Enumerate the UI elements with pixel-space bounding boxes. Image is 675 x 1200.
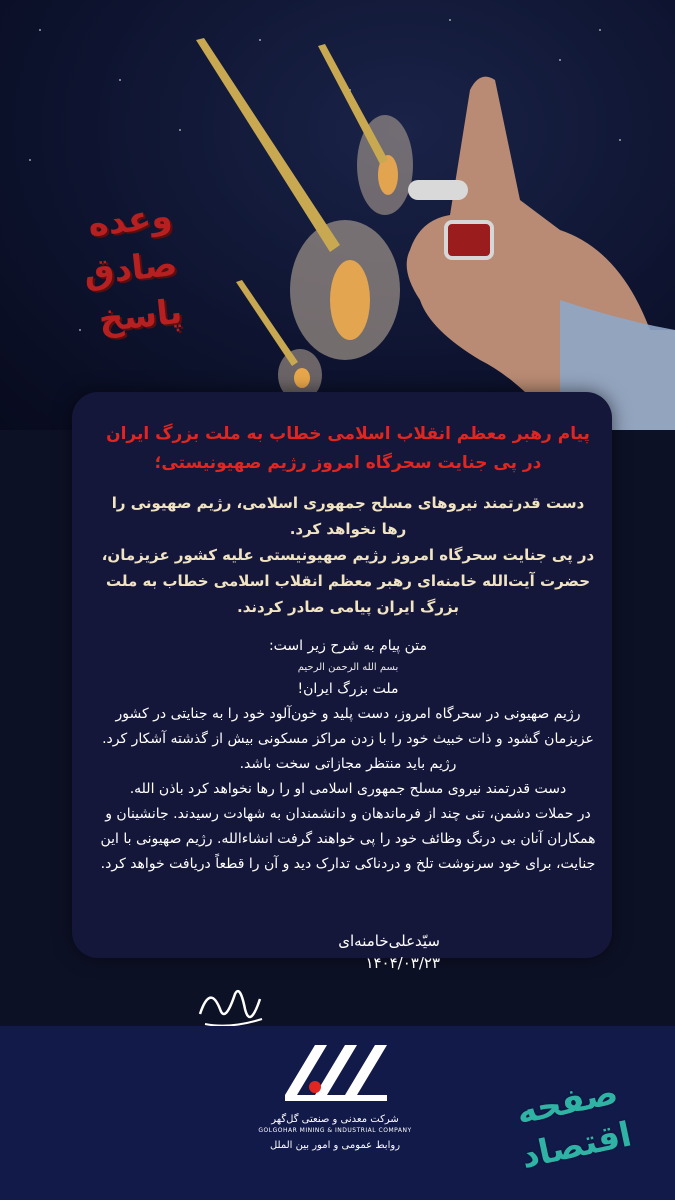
message-date: ۱۴۰۴/۰۳/۲۳ bbox=[365, 954, 440, 972]
message-headline: پیام رهبر معظم انقلاب اسلامی خطاب به ملت بزرگ ایران در پی جنایت سحرگاه امروز رژیم صهیونیستی؛ bbox=[106, 424, 590, 473]
hand-with-ring bbox=[407, 77, 675, 430]
calligraphy-line: وعده bbox=[86, 196, 175, 245]
signature-block bbox=[190, 930, 440, 1040]
handwritten-signature bbox=[190, 974, 270, 1034]
message-lead-in: متن پیام به شرح زیر است: bbox=[268, 638, 428, 654]
calligraphy-line: صادق bbox=[81, 243, 180, 294]
company-logo-icon bbox=[275, 1035, 395, 1107]
intro-paragraph: دست قدرتمند نیروهای مسلح جمهوری اسلامی، رژیم صهیونی را رها نخواهد کرد. bbox=[111, 494, 585, 538]
salutation: ملت بزرگ ایران! bbox=[297, 681, 399, 697]
message-body bbox=[98, 634, 598, 877]
company-name-en: GOLGOHAR MINING & INDUSTRIAL COMPANY bbox=[258, 1127, 412, 1134]
body-paragraph: دست قدرتمند نیروی مسلح جمهوری اسلامی او را رها نخواهد کرد باذن الله. bbox=[129, 781, 567, 797]
signer-name: سیّدعلی‌خامنه‌ای bbox=[338, 932, 440, 950]
calligraphy-line: پاسخ bbox=[96, 291, 185, 341]
company-name: شرکت معدنی و صنعتی گل‌گهر bbox=[271, 1114, 399, 1125]
body-paragraph: رژیم صهیونی در سحرگاه امروز، دست پلید و خون‌آلود خود را به جنایتی در کشور عزیزمان گشود و ذات خبیث خود را با زدن مراکز مسکونی بیش از گذشته آشکار کرد. رژیم باید منتظر مجازاتی سخت باشد. bbox=[102, 706, 594, 772]
exhaust-trails bbox=[278, 115, 413, 401]
body-paragraph: در حملات دشمن، تنی چند از فرماندهان و دانشمندان به شهادت رسیدند. جانشینان و همکاران آنان بی درنگ وظائف خود را پی خواهند گرفت انشاءالله. رژیم صهیونی با این جنایت، برای خود سرنوشت تلخ و دردناکی تدارک دید و آن را قطعاً دریافت خواهد کرد. bbox=[100, 806, 596, 872]
hero-artwork bbox=[0, 0, 675, 430]
calligraphy-logo bbox=[81, 192, 186, 359]
company-logo-block bbox=[255, 1035, 415, 1175]
company-department: روابط عمومی و امور بین الملل bbox=[269, 1140, 401, 1151]
intro-paragraph: در پی جنایت سحرگاه امروز رژیم صهیونیستی علیه کشور عزیزمان، حضرت آیت‌الله خامنه‌ای رهبر معظم انقلاب اسلامی خطاب به ملت بزرگ ایران پیامی صادر کردند. bbox=[101, 546, 595, 616]
message-content bbox=[98, 420, 598, 877]
message-intro bbox=[98, 490, 598, 620]
bismillah: بسم الله الرحمن الرحیم bbox=[297, 662, 399, 673]
brand-logo: صفحه اقتصاد bbox=[512, 1072, 636, 1177]
